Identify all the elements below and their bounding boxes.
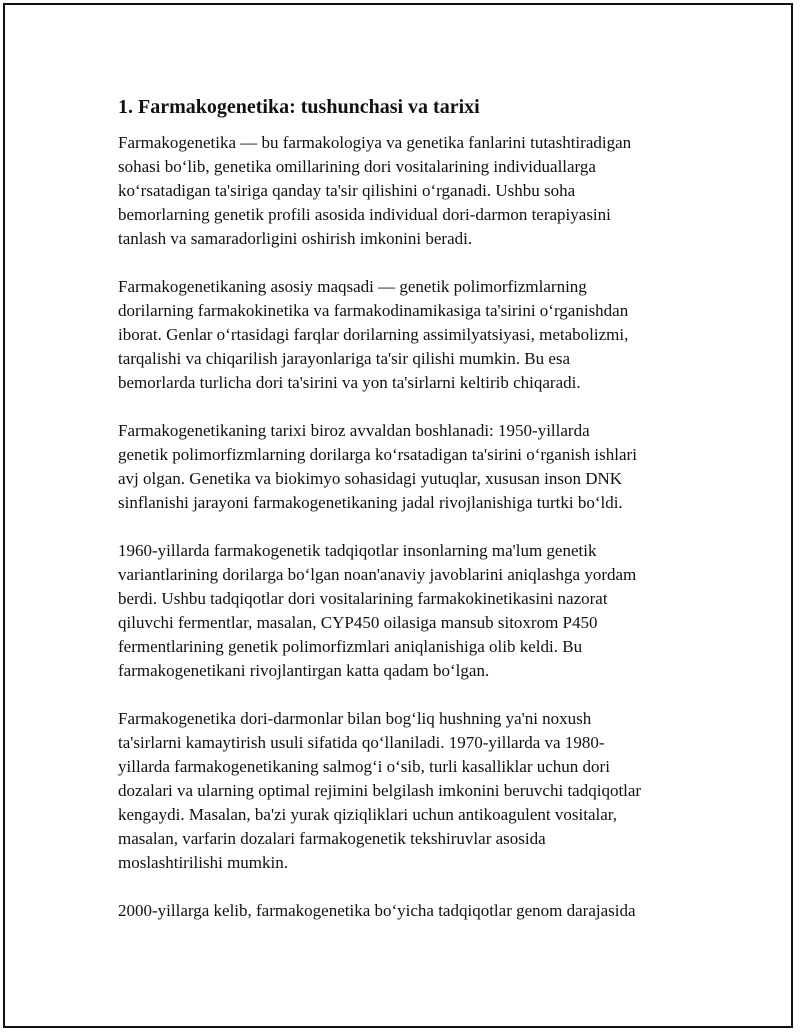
- paragraph-line: iborat. Genlar o‘rtasidagi farqlar dorilarning assimilyatsiyasi, metabolizmi,: [118, 325, 629, 344]
- paragraph-line: kengaydi. Masalan, ba'zi yurak qiziqliklari uchun antikoagulent vositalar,: [118, 805, 618, 824]
- paragraph-line: sinflanishi jarayoni farmakogenetikaning jadal rivojlanishiga turtki bo‘ldi.: [118, 493, 623, 512]
- paragraph: [118, 707, 693, 875]
- paragraph: [118, 419, 693, 515]
- paragraph: [118, 899, 693, 923]
- paragraph: [118, 275, 693, 395]
- paragraph-line: sohasi bo‘lib, genetika omillarining dori vositalarining individuallarga: [118, 157, 596, 176]
- paragraph-line: berdi. Ushbu tadqiqotlar dori vositalarining farmakokinetikasini nazorat: [118, 589, 608, 608]
- paragraph-line: masalan, varfarin dozalari farmakogenetik tekshiruvlar asosida: [118, 829, 546, 848]
- document-body: [118, 95, 693, 947]
- paragraph-line: avj olgan. Genetika va biokimyo sohasidagi yutuqlar, xususan inson DNK: [118, 469, 623, 488]
- paragraph-line: 1960-yillarda farmakogenetik tadqiqotlar insonlarning ma'lum genetik: [118, 541, 597, 560]
- paragraph-line: tarqalishi va chiqarilish jarayonlariga ta'sir qilishi mumkin. Bu esa: [118, 349, 571, 368]
- paragraph-line: fermentlarining genetik polimorfizmlari aniqlanishiga olib keldi. Bu: [118, 637, 583, 656]
- paragraph-line: Farmakogenetika — bu farmakologiya va genetika fanlarini tutashtiradigan: [118, 133, 632, 152]
- paragraph-list: [118, 131, 693, 923]
- paragraph-line: genetik polimorfizmlarning dorilarga ko‘rsatadigan ta'sirini o‘rganish ishlari: [118, 445, 637, 464]
- paragraph-line: farmakogenetikani rivojlantirgan katta qadam bo‘lgan.: [118, 661, 490, 680]
- paragraph-line: tanlash va samaradorligini oshirish imkonini beradi.: [118, 229, 473, 248]
- paragraph-line: Farmakogenetika dori-darmonlar bilan bog‘liq hushning ya'ni noxush: [118, 709, 592, 728]
- paragraph-line: dorilarning farmakokinetika va farmakodinamikasiga ta'sirini o‘rganishdan: [118, 301, 629, 320]
- paragraph-line: 2000-yillarga kelib, farmakogenetika bo‘yicha tadqiqotlar genom darajasida: [118, 901, 636, 920]
- paragraph-line: moslashtirilishi mumkin.: [118, 853, 289, 872]
- section-heading: 1. Farmakogenetika: tushunchasi va tarixi: [118, 96, 480, 118]
- paragraph-line: ko‘rsatadigan ta'siriga qanday ta'sir qilishini o‘rganadi. Ushbu soha: [118, 181, 576, 200]
- paragraph-line: qiluvchi fermentlar, masalan, CYP450 oilasiga mansub sitoxrom P450: [118, 613, 598, 632]
- paragraph-line: bemorlarda turlicha dori ta'sirini va yon ta'sirlarni keltirib chiqaradi.: [118, 373, 581, 392]
- paragraph-line: dozalari va ularning optimal rejimini belgilash imkonini beruvchi tadqiqotlar: [118, 781, 642, 800]
- paragraph: [118, 539, 693, 683]
- paragraph-line: Farmakogenetikaning asosiy maqsadi — genetik polimorfizmlarning: [118, 277, 587, 296]
- paragraph: [118, 131, 693, 251]
- paragraph-line: variantlarining dorilarga bo‘lgan noan'anaviy javoblarini aniqlashga yordam: [118, 565, 637, 584]
- paragraph-line: bemorlarning genetik profili asosida individual dori-darmon terapiyasini: [118, 205, 611, 224]
- paragraph-line: ta'sirlarni kamaytirish usuli sifatida qo‘llaniladi. 1970-yillarda va 1980-: [118, 733, 605, 752]
- paragraph-line: yillarda farmakogenetikaning salmog‘i o‘sib, turli kasalliklar uchun dori: [118, 757, 610, 776]
- paragraph-line: Farmakogenetikaning tarixi biroz avvaldan boshlanadi: 1950-yillarda: [118, 421, 590, 440]
